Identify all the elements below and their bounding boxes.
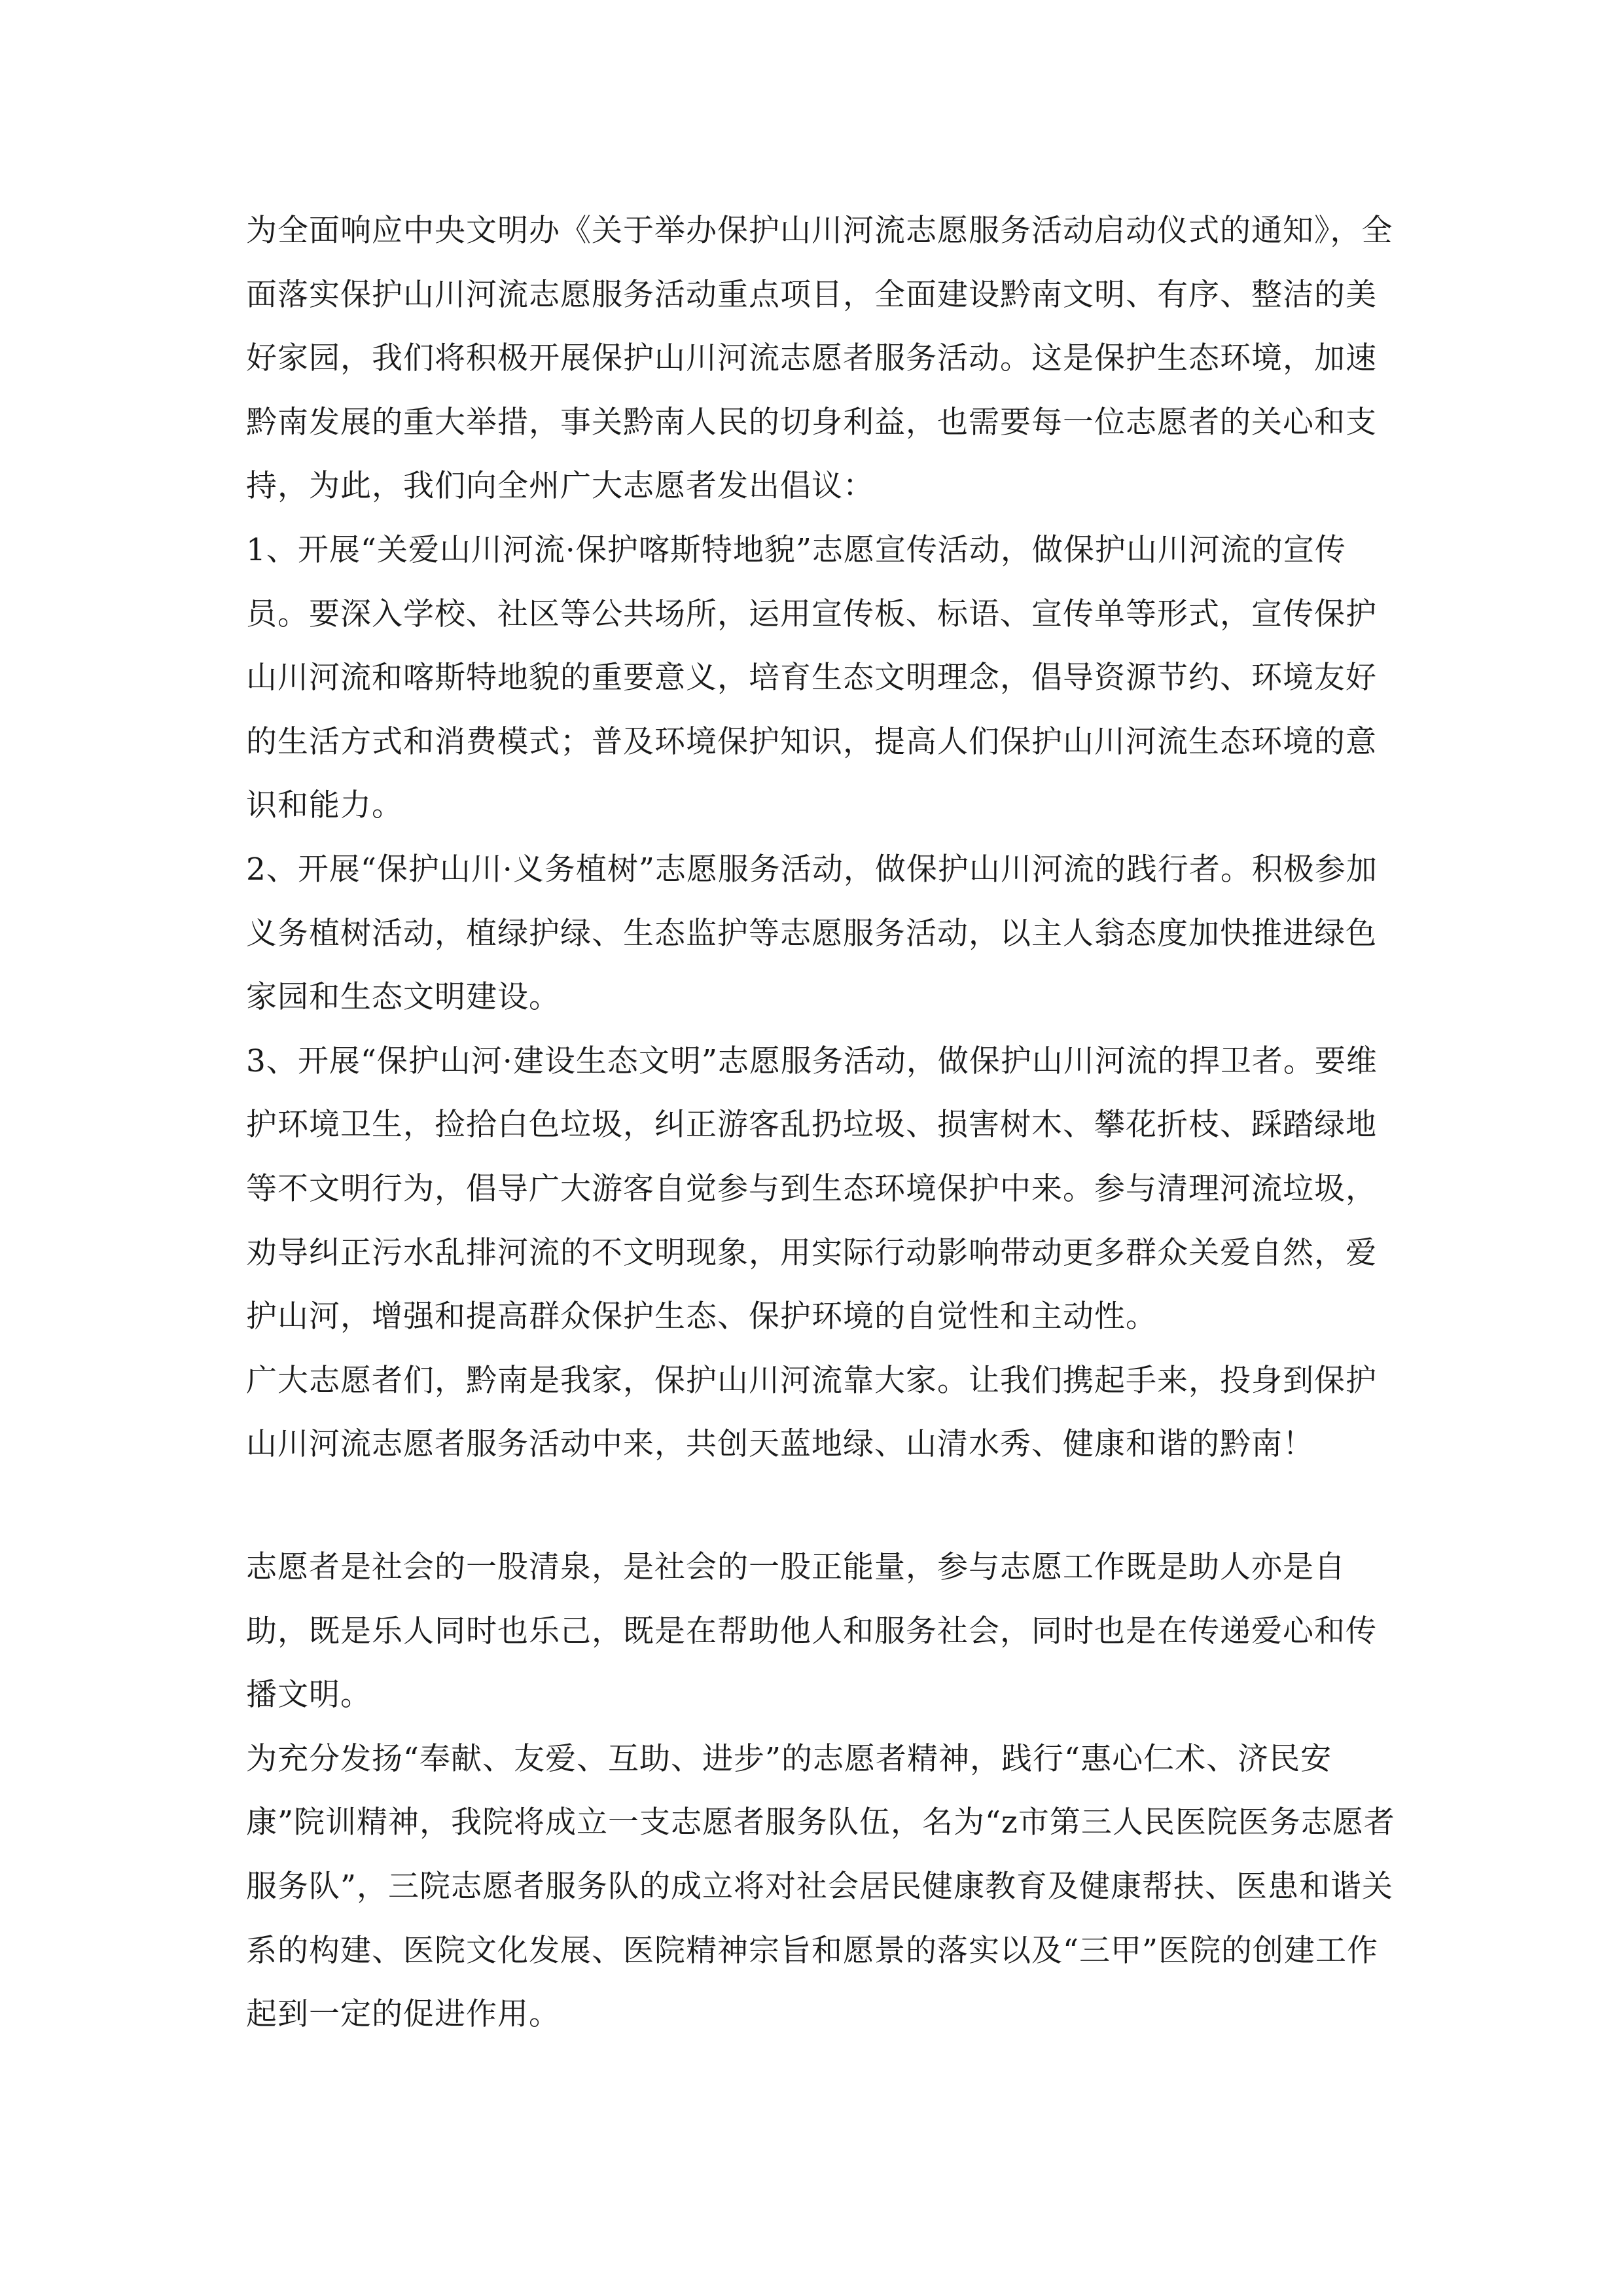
item-1-paragraph: 1、开展“关爱山川河流·保护喀斯特地貌”志愿宣传活动，做保护山川河流的宣传员。要深入学校、社区等公共场所，运用宣传板、标语、宣传单等形式，宣传保护山川河流和喀斯特地貌的重要意义，培育生态文明理念，倡导资源节约、环境友好的生活方式和消费模式；普及环境保护知识，提高人们保护山川河流生态环境的意识和能力。: [246, 531, 1377, 824]
item-2-paragraph: 2、开展“保护山川·义务植树”志愿服务活动，做保护山川河流的践行者。积极参加义务植树活动，植绿护绿、生态监护等志愿服务活动，以主人翁态度加快推进绿色家园和生态文明建设。: [246, 851, 1378, 1016]
initiative-section: [246, 199, 1398, 1477]
volunteer-team-paragraph: 为充分发扬“奉献、友爱、互助、进步”的志愿者精神，践行“惠心仁术、济民安康”院训精神，我院将成立一支志愿者服务队伍，名为“z市第三人民医院医务志愿者服务队”，三院志愿者服务队的成立将对社会居民健康教育及健康帮扶、医患和谐关系的构建、医院文化发展、医院精神宗旨和愿景的落实以及“三甲”医院的创建工作起到一定的促进作用。: [246, 1740, 1395, 2033]
item-3-paragraph: 3、开展“保护山河·建设生态文明”志愿服务活动，做保护山川河流的捍卫者。要维护环境卫生，捡拾白色垃圾，纠正游客乱扔垃圾、损害树木、攀花折枝、踩踏绿地等不文明行为，倡导广大游客自觉参与到生态环境保护中来。参与清理河流垃圾，劝导纠正污水乱排河流的不文明现象，用实际行动影响带动更多群众关爱自然，爱护山河，增强和提高群众保护生态、保护环境的自觉性和主动性。: [246, 1043, 1378, 1335]
volunteer-team-section: [246, 1535, 1398, 2047]
closing-paragraph: 广大志愿者们，黔南是我家，保护山川河流靠大家。让我们携起手来，投身到保护山川河流志愿者服务活动中来，共创天蓝地绿、山清水秀、健康和谐的黔南！: [246, 1362, 1377, 1463]
intro-paragraph: 为全面响应中央文明办《关于举办保护山川河流志愿服务活动启动仪式的通知》，全面落实保护山川河流志愿服务活动重点项目，全面建设黔南文明、有序、整洁的美好家园，我们将积极开展保护山川河流志愿者服务活动。这是保护生态环境，加速黔南发展的重大举措，事关黔南人民的切身利益，也需要每一位志愿者的关心和支持，为此，我们向全州广大志愿者发出倡议：: [246, 213, 1393, 505]
volunteer-intro-paragraph: 志愿者是社会的一股清泉，是社会的一股正能量，参与志愿工作既是助人亦是自助，既是乐人同时也乐己，既是在帮助他人和服务社会，同时也是在传递爱心和传播文明。: [246, 1549, 1377, 1713]
